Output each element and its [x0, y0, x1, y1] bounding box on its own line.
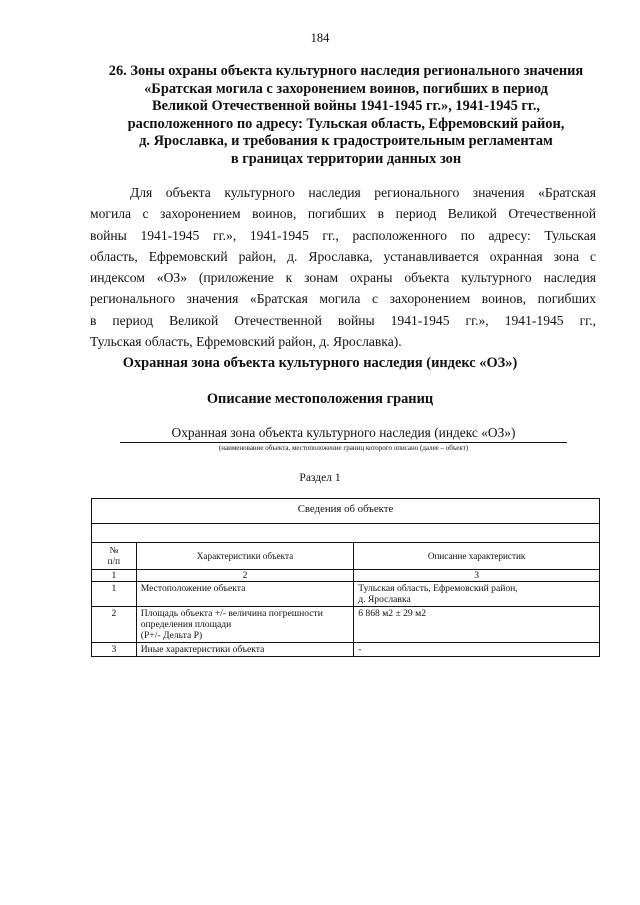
paragraph-line: войны 1941-1945 гг.», 1941-1945 гг., расположенного по адресу: Тульская: [90, 227, 596, 243]
header-num: [92, 543, 137, 570]
title-line: в границах территории данных зон: [230, 150, 462, 167]
row-num: 3: [92, 643, 137, 657]
table-caption: Сведения об объекте: [92, 499, 600, 524]
table-blank-row: [92, 524, 600, 543]
table-column-numbers-row: [92, 570, 600, 582]
paragraph-line: Тульская область, Ефремовский район, д. Ярославка).: [90, 334, 402, 350]
title-line: д. Ярославка, и требования к градостроительным регламентам: [139, 133, 553, 149]
object-name-note: (наименование объекта, местоположение границ которого описано (далее – объект): [218, 444, 469, 452]
column-number: 3: [354, 570, 600, 582]
body-paragraph: [90, 182, 596, 352]
title-line: «Братская могила с захоронением воинов, погибших в период: [144, 80, 548, 97]
object-name: Охранная зона объекта культурного наследия (индекс «ОЗ»): [120, 425, 567, 443]
header-description: Описание характеристик: [354, 543, 600, 570]
header-num-text: № п/п: [107, 545, 121, 566]
row-description: -: [354, 643, 600, 657]
table-row: [92, 582, 600, 607]
column-number: 1: [92, 570, 137, 582]
boundaries-heading: Описание местоположения границ: [206, 391, 434, 407]
paragraph-line: могила с захоронением воинов, погибших в период Великой Отечественной: [90, 206, 596, 222]
paragraph-line: регионального значения «Братская могила с захоронением воинов, погибших: [90, 291, 596, 307]
row-characteristic: Местоположение объекта: [136, 582, 353, 607]
row-description: 6 868 м2 ± 29 м2: [354, 607, 600, 643]
row-num: 1: [92, 582, 137, 607]
row-characteristic: Площадь объекта +/- величина погрешности определения площади (Р+/- Дельта Р): [136, 607, 353, 643]
zone-heading: Охранная зона объекта культурного наследия (индекс «ОЗ»): [122, 355, 518, 371]
table-blank-cell: [92, 524, 600, 543]
table-caption-row: [92, 499, 600, 524]
header-characteristic: Характеристики объекта: [136, 543, 353, 570]
paragraph-line: в период Великой Отечественной войны 1941-1945 гг.», 1941-1945 гг.,: [90, 312, 596, 328]
table-header-row: [92, 543, 600, 570]
document-title: [86, 63, 606, 168]
paragraph-line: индексом «ОЗ» (приложение к зонам охраны объекта культурного наследия: [90, 270, 596, 286]
table-row: [92, 607, 600, 643]
column-number: 2: [136, 570, 353, 582]
row-num: 2: [92, 607, 137, 643]
paragraph-line: область, Ефремовский район, д. Ярославка, устанавливается охранная зона с: [90, 248, 596, 264]
paragraph-line: Для объекта культурного наследия регионального значения «Братская: [130, 185, 596, 200]
table-row: [92, 643, 600, 657]
title-line: расположенного по адресу: Тульская область, Ефремовский район,: [127, 115, 565, 132]
title-line: Великой Отечественной войны 1941-1945 гг.», 1941-1945 гг.,: [151, 98, 541, 114]
section-label: Раздел 1: [299, 472, 341, 484]
object-info-table: [91, 498, 600, 657]
title-line: 26. Зоны охраны объекта культурного наследия регионального значения: [108, 63, 584, 79]
row-description: Тульская область, Ефремовский район, д. Ярославка: [354, 582, 600, 607]
page-number: 184: [310, 31, 330, 45]
row-characteristic: Иные характеристики объекта: [136, 643, 353, 657]
